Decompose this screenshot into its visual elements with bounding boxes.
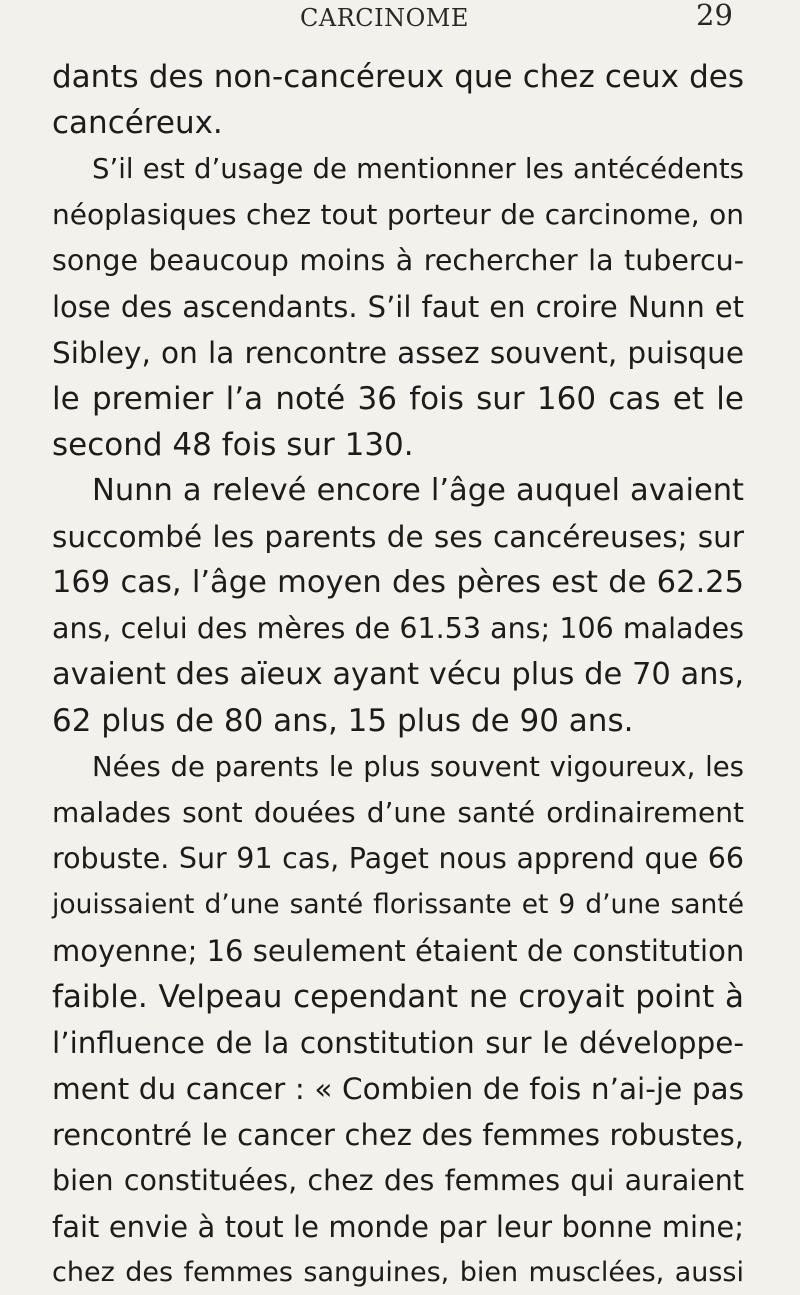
text-line: songe beaucoup moins à rechercher la tubercu- [52,244,744,277]
text-line: Nunn a relevé encore l’âge auquel avaient [92,473,744,508]
page-number: 29 [696,0,733,32]
text-line: S’il est d’usage de mentionner les antécédents [92,153,744,185]
text-line: rencontré le cancer chez des femmes robustes, [52,1118,744,1152]
text-line: ans, celui des mères de 61.53 ans; 106 malades [52,612,744,645]
text-line: avaient des aïeux ayant vécu plus de 70 ans, [52,657,745,692]
text-line: robuste. Sur 91 cas, Paget nous apprend que 66 [52,842,744,875]
text-line: Sibley, on la rencontre assez souvent, puisque [52,336,744,370]
text-line: néoplasiques chez tout porteur de carcinome, on [52,198,744,231]
text-line: le premier l’a noté 36 fois sur 160 cas et le [52,381,744,417]
text-line: malades sont douées d’une santé ordinairement [52,796,744,829]
page-header [0,0,800,34]
text-line: cancéreux. [52,105,223,141]
text-line: jouissaient d’une santé florissante et 9 d’une santé [52,889,744,920]
text-line: dants des non-cancéreux que chez ceux des [52,59,744,95]
text-line: Nées de parents le plus souvent vigoureux, les [92,751,744,783]
text-line: succombé les parents de ses cancéreuses; sur [52,520,744,554]
text-line: faible. Velpeau cependant ne croyait point à [52,979,744,1015]
running-head: CARCINOME [300,4,469,32]
text-line: l’influence de la constitution sur le développe- [52,1026,744,1060]
text-line: 62 plus de 80 ans, 15 plus de 90 ans. [52,703,634,739]
text-line: 169 cas, l’âge moyen des pères est de 62.25 [52,565,744,600]
text-line: bien constituées, chez des femmes qui auraient [52,1164,744,1197]
text-line: chez des femmes sanguines, bien musclées, aussi [52,1257,744,1288]
text-line: lose des ascendants. S’il faut en croire Nunn et [52,290,744,324]
text-line: second 48 fois sur 130. [52,427,414,463]
text-line: ment du cancer : « Combien de fois n’ai-je pas [52,1072,744,1106]
text-line: fait envie à tout le monde par leur bonne mine; [52,1210,744,1244]
text-line: moyenne; 16 seulement étaient de constitution [52,934,745,968]
